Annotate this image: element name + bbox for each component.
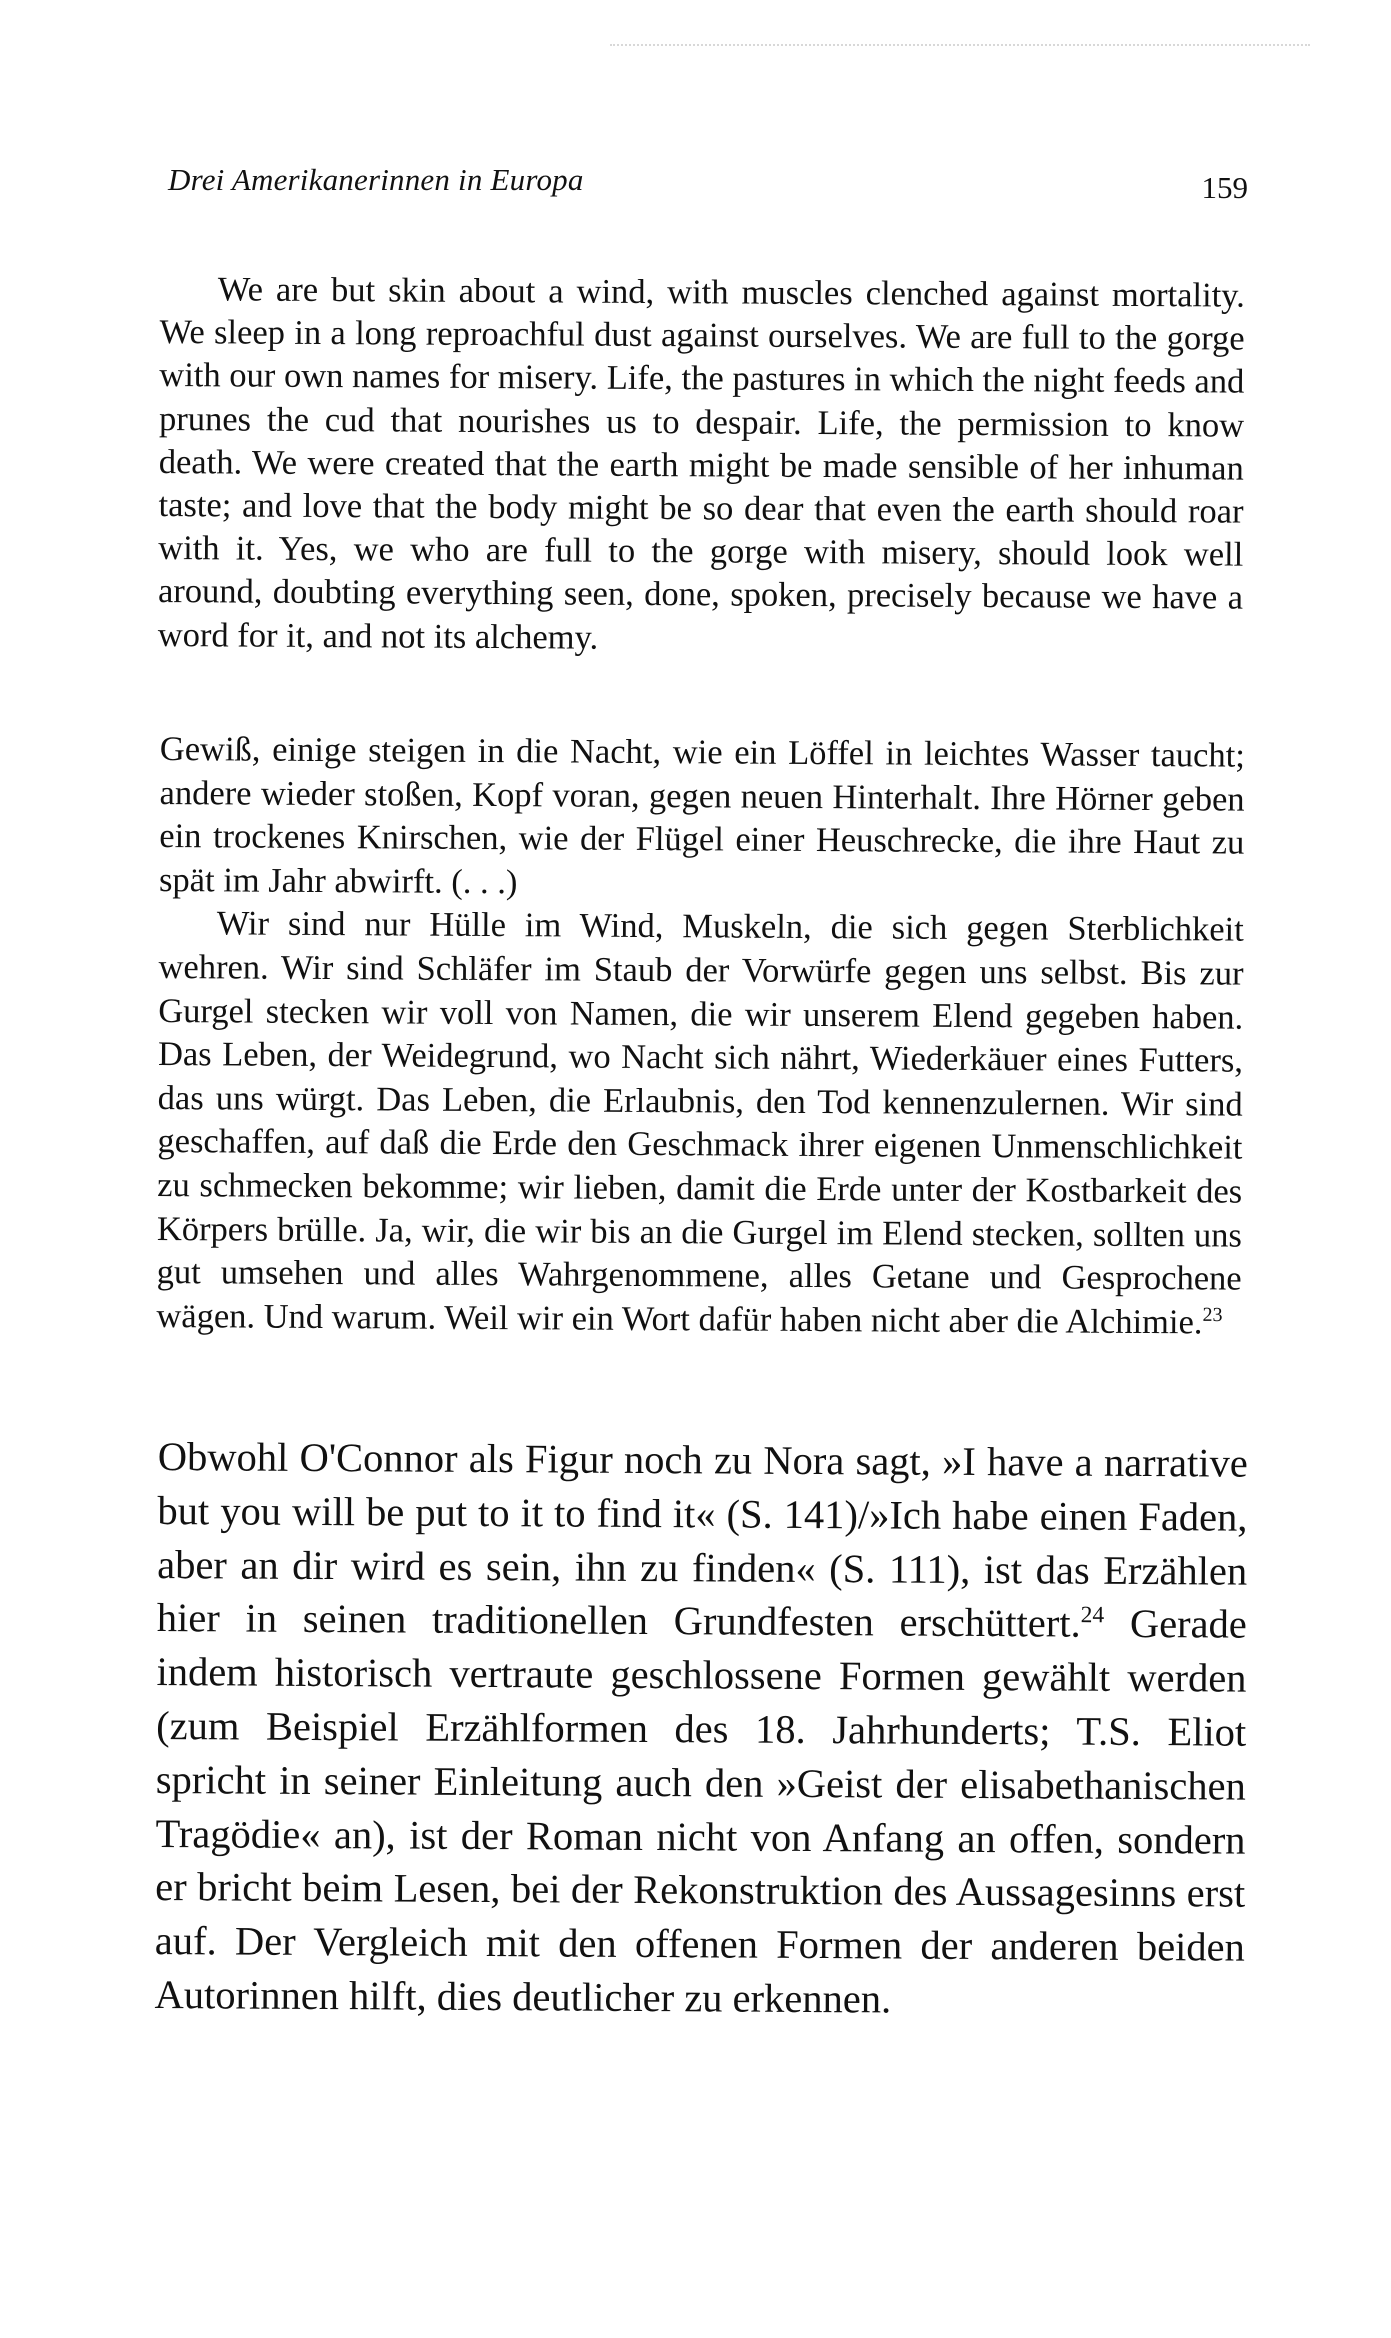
footnote-ref-23: 23 bbox=[1202, 1303, 1223, 1326]
footnote-ref-24: 24 bbox=[1080, 1602, 1105, 1629]
german-quotation bbox=[156, 728, 1245, 1345]
page-header bbox=[168, 162, 1248, 212]
body-text-part-2: Gerade indem historisch vertraute geschlossene Formen gewählt werden (zum Beispiel Erzählformen des 18. Jahrhunderts; T.S. Eliot spricht in seiner Einleitung auch den »Geist der elisabethanischen Tragödie« an), ist der Roman nicht von Anfang an offen, sondern er bricht beim Lesen, bei der Rekonstruktion des Aussagesinns erst auf. Der Vergleich mit den offenen Formen der anderen beiden Autorinnen hilft, dies deutlicher zu erkennen. bbox=[154, 1601, 1247, 2022]
german-quotation-paragraph-2 bbox=[156, 902, 1244, 1345]
scan-artifact bbox=[610, 44, 1310, 50]
english-quotation: We are but skin about a wind, with muscles clenched against mortality. We sleep in a long reproachful dust against ourselves. We are full to the gorge with our own names for misery. Life, the pastures in which the night feeds and prunes the cud that nourishes us to despair. Life, the permission to know death. We were created that the earth might be made sensible of her inhuman taste; and love that the body might be so dear that even the earth should roar with it. Yes, we who are full to the gorge with misery, should look well around, doubting everything seen, done, spoken, precisely because we have a word for it, and not its alchemy. bbox=[157, 270, 1245, 657]
running-head: Drei Amerikanerinnen in Europa bbox=[168, 162, 584, 197]
page-number: 159 bbox=[1201, 170, 1248, 205]
body-paragraph bbox=[154, 1430, 1248, 2028]
german-quotation-paragraph-2-text: Wir sind nur Hülle im Wind, Muskeln, die sich gegen Sterblichkeit wehren. Wir sind Schläfer im Staub der Vorwürfe gegen uns selbst. Bis zur Gurgel stecken wir voll von Namen, die wir unserem Elend gegeben haben. Das Leben, der Weidegrund, wo Nacht sich nährt, Wiederkäuer eines Futters, das uns würgt. Das Leben, die Erlaubnis, den Tod kennenzulernen. Wir sind geschaffen, auf daß die Erde den Geschmack ihrer eigenen Unmenschlichkeit zu schmecken bekomme; wir lieben, damit die Erde unter der Kostbarkeit des Körpers brülle. Ja, wir, die wir bis an die Gurgel im Elend stecken, sollten uns gut umsehen und alles Wahrgenommene, alles Getane und Gesprochene wägen. Und warum. Weil wir ein Wort dafür haben nicht aber die Alchimie. bbox=[156, 904, 1244, 1342]
german-quotation-paragraph-1: Gewiß, einige steigen in die Nacht, wie ein Löffel in leichtes Wasser taucht; andere wieder stoßen, Kopf voran, gegen neuen Hinterhalt. Ihre Hörner geben ein trockenes Knirschen, wie der Flügel einer Heuschrecke, die ihre Haut zu spät im Jahr abwirft. (. . .) bbox=[158, 729, 1245, 901]
body-text-part-1: Obwohl O'Connor als Figur noch zu Nora sagt, »I have a narrative but you will be put to it to find it« (S. 141)/»Ich habe einen Faden, aber an dir wird es sein, ihn zu finden« (S. 111), ist das Erzählen hier in seinen traditionellen Grundfesten erschüttert. bbox=[156, 1433, 1248, 1647]
